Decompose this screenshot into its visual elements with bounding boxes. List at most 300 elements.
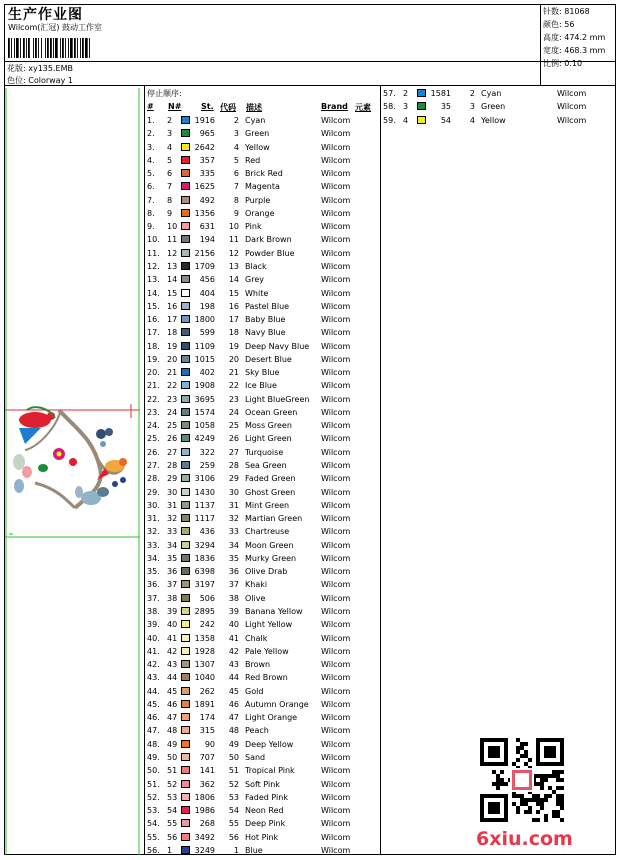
row-needle: 32 [167,514,178,524]
row-stitches: 631 [199,222,215,232]
row-index: 25. [147,434,160,444]
color-swatch [181,554,190,562]
row-stitches: 1836 [194,553,215,563]
row-description: Neon Red [245,806,284,816]
row-brand: Wilcom [321,407,351,417]
row-description: Green [245,129,270,139]
row-brand: Wilcom [321,182,351,192]
row-code: 17 [228,315,239,325]
row-code: 46 [228,699,239,709]
row-code: 54 [228,806,239,816]
row-needle: 37 [167,580,178,590]
row-needle: 16 [167,301,178,311]
barcode [8,38,120,58]
col-header-description: 描述 [246,103,262,112]
row-needle: 34 [167,540,178,550]
row-brand: Wilcom [557,115,587,125]
row-stitches: 322 [199,447,215,457]
row-description: Murky Green [245,553,297,563]
color-swatch [181,753,190,761]
row-code: 29 [228,474,239,484]
row-needle: 31 [167,500,178,510]
watermark-logo: 6xiu.com [476,828,573,850]
row-code: 10 [228,222,239,232]
row-index: 49. [147,752,160,762]
row-code: 34 [228,540,239,550]
stop-sequence-label: 停止顺序: [147,89,182,98]
row-brand: Wilcom [557,89,587,98]
row-needle: 11 [167,235,178,245]
row-description: Tropical Pink [245,766,295,776]
row-description: Brick Red [245,169,283,179]
color-swatch [181,740,190,748]
row-brand: Wilcom [321,832,351,842]
row-brand: Wilcom [321,514,351,524]
row-description: Turquoise [245,447,284,457]
row-stitches: 3492 [194,832,215,842]
row-stitches: 194 [199,235,215,245]
row-description: Banana Yellow [245,606,303,616]
row-brand: Wilcom [321,633,351,643]
row-brand: Wilcom [321,487,351,497]
row-index: 55. [147,832,160,842]
row-code: 22 [228,381,239,391]
row-index: 38. [147,606,160,616]
row-code: 15 [228,288,239,298]
row-description: Peach [245,726,269,736]
row-needle: 13 [167,261,178,271]
color-swatch [181,541,190,549]
row-index: 47. [147,726,160,736]
row-index: 57. [383,89,396,98]
row-code: 8 [233,195,239,205]
row-needle: 47 [167,713,178,723]
row-stitches: 2895 [194,606,215,616]
row-index: 7. [147,195,155,205]
color-swatch [181,156,190,164]
row-code: 3 [233,129,239,139]
column-divider [380,86,381,855]
qr-code [480,738,564,822]
color-swatch [417,89,426,97]
row-stitches: 141 [199,766,215,776]
row-needle: 21 [167,368,178,378]
row-brand: Wilcom [321,567,351,577]
row-code: 20 [228,354,239,364]
row-stitches: 1307 [194,660,215,670]
row-description: Chalk [245,633,268,643]
row-stitches: 315 [199,726,215,736]
color-swatch [181,660,190,668]
row-stitches: 3695 [194,394,215,404]
row-description: Magenta [245,182,280,192]
row-description: Cyan [481,89,502,98]
row-index: 58. [383,102,396,112]
row-code: 50 [228,752,239,762]
row-brand: Wilcom [321,792,351,802]
row-description: Pink [245,222,262,232]
color-swatch [181,647,190,655]
color-swatch [181,501,190,509]
row-brand: Wilcom [321,421,351,431]
row-stitches: 1806 [194,792,215,802]
color-swatch [181,620,190,628]
row-description: Faded Green [245,474,296,484]
color-swatch [181,634,190,642]
row-needle: 35 [167,553,178,563]
row-needle: 25 [167,421,178,431]
row-code: 33 [228,527,239,537]
color-swatch [181,819,190,827]
stitch-count: 针数: 81068 [543,7,590,16]
row-description: Faded Pink [245,792,288,802]
row-index: 14. [147,288,160,298]
color-swatch [181,143,190,151]
stats-box [540,4,617,85]
row-code: 19 [228,341,239,351]
row-description: Cyan [245,116,266,125]
row-index: 44. [147,686,160,696]
row-brand: Wilcom [321,328,351,338]
row-needle: 1 [167,845,173,855]
row-brand: Wilcom [321,116,351,125]
row-description: Mint Green [245,500,290,510]
row-brand: Wilcom [557,102,587,112]
row-index: 46. [147,713,160,723]
row-code: 14 [228,275,239,285]
color-swatch [181,793,190,801]
row-code: 30 [228,487,239,497]
row-needle: 55 [167,819,178,829]
row-description: Blue [245,845,263,855]
color-swatch [181,249,190,257]
color-swatch [181,315,190,323]
row-needle: 29 [167,474,178,484]
row-brand: Wilcom [321,527,351,537]
row-needle: 27 [167,447,178,457]
row-needle: 4 [403,115,409,125]
row-needle: 9 [167,208,173,218]
row-code: 1 [233,845,239,855]
row-brand: Wilcom [321,699,351,709]
color-swatch [181,421,190,429]
row-brand: Wilcom [321,606,351,616]
row-description: Martian Green [245,514,303,524]
row-stitches: 3106 [194,474,215,484]
row-index: 39. [147,620,160,630]
row-needle: 39 [167,606,178,616]
row-description: Brown [245,660,271,670]
row-brand: Wilcom [321,593,351,603]
row-code: 39 [228,606,239,616]
row-description: Khaki [245,580,268,590]
row-needle: 38 [167,593,178,603]
row-code: 4 [469,115,475,125]
color-swatch [181,567,190,575]
row-index: 11. [147,248,160,258]
row-code: 24 [228,407,239,417]
row-code: 4 [233,142,239,152]
row-description: Orange [245,208,275,218]
design-preview [5,88,140,855]
row-index: 17. [147,328,160,338]
row-brand: Wilcom [321,301,351,311]
row-stitches: 3249 [194,845,215,855]
color-swatch [181,368,190,376]
color-swatch [181,474,190,482]
row-description: Olive [245,593,266,603]
row-index: 22. [147,394,160,404]
row-brand: Wilcom [321,726,351,736]
page-title: 生产作业图 [8,7,83,23]
row-brand: Wilcom [321,660,351,670]
row-code: 27 [228,447,239,457]
row-stitches: 1430 [194,487,215,497]
row-code: 13 [228,261,239,271]
color-swatch [181,302,190,310]
row-needle: 41 [167,633,178,643]
row-index: 37. [147,593,160,603]
row-code: 48 [228,726,239,736]
row-index: 43. [147,673,160,683]
row-brand: Wilcom [321,381,351,391]
row-code: 16 [228,301,239,311]
color-swatch [181,806,190,814]
row-stitches: 1916 [194,116,215,125]
row-needle: 28 [167,461,178,471]
color-swatch [181,713,190,721]
row-description: Yellow [245,142,270,152]
row-description: White [245,288,269,298]
design-file-label: 花版: xy135.EMB [7,64,73,73]
row-needle: 26 [167,434,178,444]
row-code: 49 [228,739,239,749]
row-index: 18. [147,341,160,351]
row-description: Deep Yellow [245,739,294,749]
row-brand: Wilcom [321,129,351,139]
row-needle: 22 [167,381,178,391]
row-stitches: 456 [199,275,215,285]
row-brand: Wilcom [321,248,351,258]
row-code: 7 [233,182,239,192]
row-code: 55 [228,819,239,829]
row-description: Chartreuse [245,527,290,537]
color-swatch [181,381,190,389]
row-brand: Wilcom [321,766,351,776]
row-code: 11 [228,235,239,245]
row-code: 35 [228,553,239,563]
row-description: Ocean Green [245,407,298,417]
row-brand: Wilcom [321,752,351,762]
row-needle: 33 [167,527,178,537]
col-header-element: 元素 [355,103,371,112]
row-code: 31 [228,500,239,510]
row-description: Navy Blue [245,328,286,338]
row-brand: Wilcom [321,620,351,630]
row-index: 3. [147,142,155,152]
row-code: 45 [228,686,239,696]
color-swatch [417,102,426,110]
color-swatch [181,514,190,522]
row-index: 6. [147,182,155,192]
row-index: 1. [147,116,155,125]
color-swatch [181,780,190,788]
row-index: 28. [147,474,160,484]
row-stitches: 2156 [194,248,215,258]
row-needle: 56 [167,832,178,842]
row-code: 32 [228,514,239,524]
row-brand: Wilcom [321,394,351,404]
row-stitches: 1358 [194,633,215,643]
color-swatch [181,408,190,416]
row-description: Green [481,102,506,112]
row-index: 4. [147,155,155,165]
row-brand: Wilcom [321,195,351,205]
header-divider [4,61,616,62]
row-description: Light Green [245,434,292,444]
row-brand: Wilcom [321,713,351,723]
row-stitches: 506 [199,593,215,603]
row-needle: 15 [167,288,178,298]
color-swatch [181,488,190,496]
row-stitches: 1625 [194,182,215,192]
row-needle: 20 [167,354,178,364]
row-stitches: 1800 [194,315,215,325]
row-index: 20. [147,368,160,378]
row-needle: 3 [167,129,173,139]
row-stitches: 404 [199,288,215,298]
row-brand: Wilcom [321,434,351,444]
row-index: 56. [147,845,160,855]
col-header-needle: N# [168,102,182,111]
row-needle: 50 [167,752,178,762]
row-brand: Wilcom [321,447,351,457]
row-code: 44 [228,673,239,683]
row-index: 45. [147,699,160,709]
color-swatch [181,594,190,602]
row-needle: 23 [167,394,178,404]
row-stitches: 1891 [194,699,215,709]
color-swatch [181,275,190,283]
row-code: 5 [233,155,239,165]
company-name: Wilcom(汇冠) 鼓动工作室 [8,23,103,32]
row-stitches: 1015 [194,354,215,364]
row-description: Light BlueGreen [245,394,310,404]
row-brand: Wilcom [321,288,351,298]
color-swatch [181,448,190,456]
row-code: 9 [233,208,239,218]
color-swatch [181,222,190,230]
color-swatch [181,395,190,403]
row-needle: 49 [167,739,178,749]
row-index: 50. [147,766,160,776]
row-brand: Wilcom [321,315,351,325]
row-index: 27. [147,461,160,471]
row-index: 53. [147,806,160,816]
row-index: 2. [147,129,155,139]
row-description: Red [245,155,261,165]
row-code: 52 [228,779,239,789]
row-brand: Wilcom [321,169,351,179]
row-stitches: 2642 [194,142,215,152]
row-needle: 17 [167,315,178,325]
row-code: 21 [228,368,239,378]
row-brand: Wilcom [321,646,351,656]
row-stitches: 1986 [194,806,215,816]
row-index: 33. [147,540,160,550]
row-brand: Wilcom [321,819,351,829]
row-description: Desert Blue [245,354,292,364]
row-brand: Wilcom [321,779,351,789]
row-index: 13. [147,275,160,285]
row-index: 59. [383,115,396,125]
color-swatch [181,355,190,363]
row-stitches: 1117 [194,514,215,524]
row-description: Light Orange [245,713,298,723]
row-code: 18 [228,328,239,338]
row-index: 10. [147,235,160,245]
row-stitches: 402 [199,368,215,378]
row-stitches: 6398 [194,567,215,577]
row-stitches: 54 [440,115,451,125]
row-index: 48. [147,739,160,749]
row-needle: 8 [167,195,173,205]
color-swatch [181,262,190,270]
row-stitches: 3197 [194,580,215,590]
row-brand: Wilcom [321,500,351,510]
row-stitches: 335 [199,169,215,179]
row-index: 42. [147,660,160,670]
row-needle: 12 [167,248,178,258]
row-description: Gold [245,686,264,696]
row-index: 32. [147,527,160,537]
color-swatch [181,673,190,681]
color-swatch [181,461,190,469]
row-code: 38 [228,593,239,603]
header-bottom-line [4,85,616,86]
row-description: Soft Pink [245,779,280,789]
row-code: 53 [228,792,239,802]
row-description: Pastel Blue [245,301,290,311]
design-scale: 比例: 0.10 [543,59,583,68]
row-brand: Wilcom [321,235,351,245]
row-index: 16. [147,315,160,325]
color-swatch [417,116,426,124]
row-stitches: 262 [199,686,215,696]
color-swatch [181,580,190,588]
color-swatch [181,196,190,204]
row-stitches: 4249 [194,434,215,444]
row-code: 2 [469,89,475,98]
row-stitches: 174 [199,713,215,723]
colorway-label: 色位: Colorway 1 [7,76,73,85]
row-brand: Wilcom [321,142,351,152]
row-stitches: 965 [199,129,215,139]
row-description: Light Yellow [245,620,293,630]
row-stitches: 242 [199,620,215,630]
row-code: 6 [233,169,239,179]
row-description: Dark Brown [245,235,292,245]
row-code: 28 [228,461,239,471]
row-description: Deep Navy Blue [245,341,310,351]
row-brand: Wilcom [321,474,351,484]
row-description: Red Brown [245,673,288,683]
row-needle: 5 [167,155,173,165]
color-swatch [181,116,190,124]
row-index: 23. [147,407,160,417]
row-brand: Wilcom [321,275,351,285]
row-brand: Wilcom [321,845,351,855]
